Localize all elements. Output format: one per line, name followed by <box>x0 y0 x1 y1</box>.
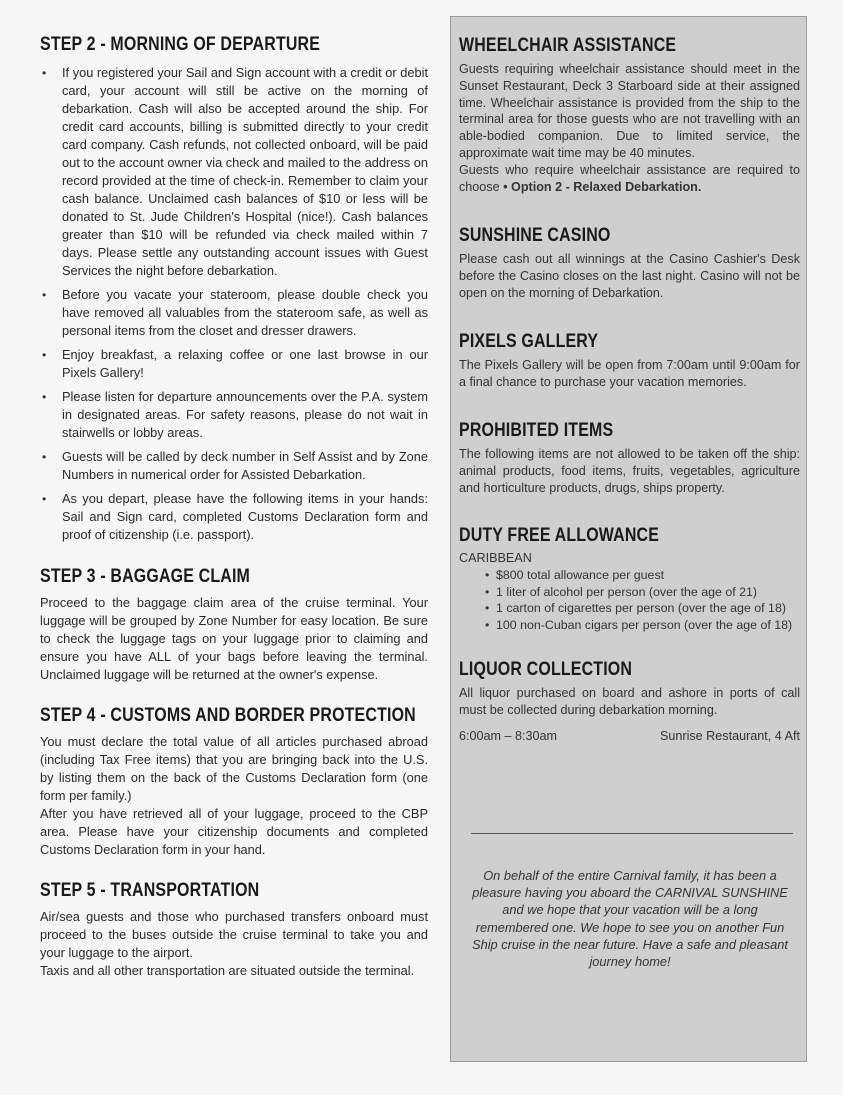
step5-body-2: Taxis and all other transportation are situated outside the terminal. <box>40 963 415 978</box>
divider <box>471 833 793 834</box>
list-item: • Enjoy breakfast, a relaxing coffee or one last browse in our Pixels Gallery! <box>40 346 428 382</box>
list-item: • 100 non-Cuban cigars per person (over the age of 18) <box>485 617 800 634</box>
pixels-section <box>459 331 800 391</box>
casino-heading: SUNSHINE CASINO <box>459 225 611 246</box>
info-sidebar-panel <box>450 16 807 1062</box>
step4-heading: STEP 4 - CUSTOMS AND BORDER PROTECTION <box>40 705 416 726</box>
dutyfree-heading: DUTY FREE ALLOWANCE <box>459 525 660 546</box>
step2-heading: STEP 2 - MORNING OF DEPARTURE <box>40 34 321 55</box>
list-item: • If you registered your Sail and Sign account with a credit or debit card, your account will still be active on the morning of debarkation. Cash will also be accepted around the ship. For credit card accounts, billing is submitted directly to your credit card company. Cash refunds, not collected onboard, will be paid out to the account owner via check and mailed to the address on record provided at the time of check-in. Remember to claim your cash balance. Unclaimed cash balances of $10 or less will be donated to St. Jude Children's Hospital (nice!). Cash balances greater than $10 will be refunded via check mailed within 7 days. Please settle any outstanding account issues with Guest Services the night before debarkation. <box>40 64 428 280</box>
list-item: • Before you vacate your stateroom, please double check you have removed all valuables from the stateroom safe, as well as personal items from the closet and dresser drawers. <box>40 286 428 340</box>
step2-section <box>40 34 428 550</box>
liquor-location: Sunrise Restaurant, 4 Aft <box>659 728 800 743</box>
step2-bullet-list <box>40 64 428 544</box>
step4-section <box>40 705 428 859</box>
wheelchair-body-2-prefix: Guests who require wheelchair assistance are required to choose <box>459 162 800 194</box>
wheelchair-body-2 <box>459 162 800 196</box>
list-item: • 1 carton of cigarettes per person (over the age of 18) <box>485 600 800 617</box>
list-item: • Guests will be called by deck number in Self Assist and by Zone Numbers in numerical order for Assisted Debarkation. <box>40 448 428 484</box>
dutyfree-section <box>459 525 800 633</box>
step4-body-2: After you have retrieved all of your luggage, proceed to the CBP area. Please have your citizenship documents and completed Customs Declaration form in your hand. <box>40 806 428 857</box>
step5-heading: STEP 5 - TRANSPORTATION <box>40 880 260 901</box>
step5-body-1: Air/sea guests and those who purchased transfers onboard must proceed to the buses outside the cruise terminal to take you and your luggage to the airport. <box>40 909 428 960</box>
liquor-section <box>459 659 800 743</box>
pixels-body: The Pixels Gallery will be open from 7:00am until 9:00am for a final chance to purchase your vacation memories. <box>459 358 800 389</box>
step3-body: Proceed to the baggage claim area of the cruise terminal. Your luggage will be grouped by Zone Number for easy location. Be sure to check the luggage tags on your luggage prior to claiming and ensure you have ALL of your bags before leaving the terminal. Unclaimed luggage will be returned at the owner's expense. <box>40 595 428 682</box>
step5-section <box>40 880 428 980</box>
dutyfree-region: CARIBBEAN <box>459 551 532 565</box>
dutyfree-list <box>459 567 800 633</box>
closing-message: On behalf of the entire Carnival family, it has been a pleasure having you aboard the CARNIVAL SUNSHINE and we hope that your vacation will be a long remembered one. We hope to see you on another Fun Ship cruise in the near future. Have a safe and pleasant journey home! <box>472 868 788 970</box>
casino-section <box>459 225 800 301</box>
wheelchair-section <box>459 35 800 195</box>
liquor-heading: LIQUOR COLLECTION <box>459 659 633 680</box>
wheelchair-body-1: Guests requiring wheelchair assistance should meet in the Sunset Restaurant, Deck 3 Starboard side at their assigned time. Wheelchair assistance is provided from the ship to the terminal area for those guests who are not travelling with an able-bodied companion. Due to limited service, the approximate wait time may be 40 minutes. <box>459 62 800 160</box>
step3-heading: STEP 3 - BAGGAGE CLAIM <box>40 566 251 587</box>
liquor-time: 6:00am – 8:30am <box>459 728 558 743</box>
prohibited-body: The following items are not allowed to be taken off the ship: animal products, food items, fruits, vegetables, agriculture and horticulture products, drugs, ships property. <box>459 447 800 495</box>
list-item: • $800 total allowance per guest <box>485 567 800 584</box>
list-item: • As you depart, please have the following items in your hands: Sail and Sign card, completed Customs Declaration form and proof of citizenship (i.e. passport). <box>40 490 428 544</box>
prohibited-section <box>459 420 800 496</box>
list-item: • 1 liter of alcohol per person (over the age of 21) <box>485 584 800 601</box>
prohibited-heading: PROHIBITED ITEMS <box>459 420 614 441</box>
wheelchair-heading: WHEELCHAIR ASSISTANCE <box>459 35 677 56</box>
pixels-heading: PIXELS GALLERY <box>459 331 599 352</box>
liquor-body: All liquor purchased on board and ashore in ports of call must be collected during debarkation morning. <box>459 686 800 717</box>
list-item: • Please listen for departure announcements over the P.A. system in designated areas. For safety reasons, please do not wait in stairwells or lobby areas. <box>40 388 428 442</box>
liquor-schedule-row <box>459 729 800 743</box>
casino-body: Please cash out all winnings at the Casino Cashier's Desk before the Casino closes on the last night. Casino will not be open on the morning of Debarkation. <box>459 252 800 300</box>
step3-section <box>40 566 428 684</box>
step4-body-1: You must declare the total value of all articles purchased abroad (including Tax Free items) that you are bringing back into the U.S. by listing them on the back of the Customs Declaration form (one form per family.) <box>40 734 428 803</box>
wheelchair-option-label: • Option 2 - Relaxed Debarkation. <box>503 179 702 194</box>
